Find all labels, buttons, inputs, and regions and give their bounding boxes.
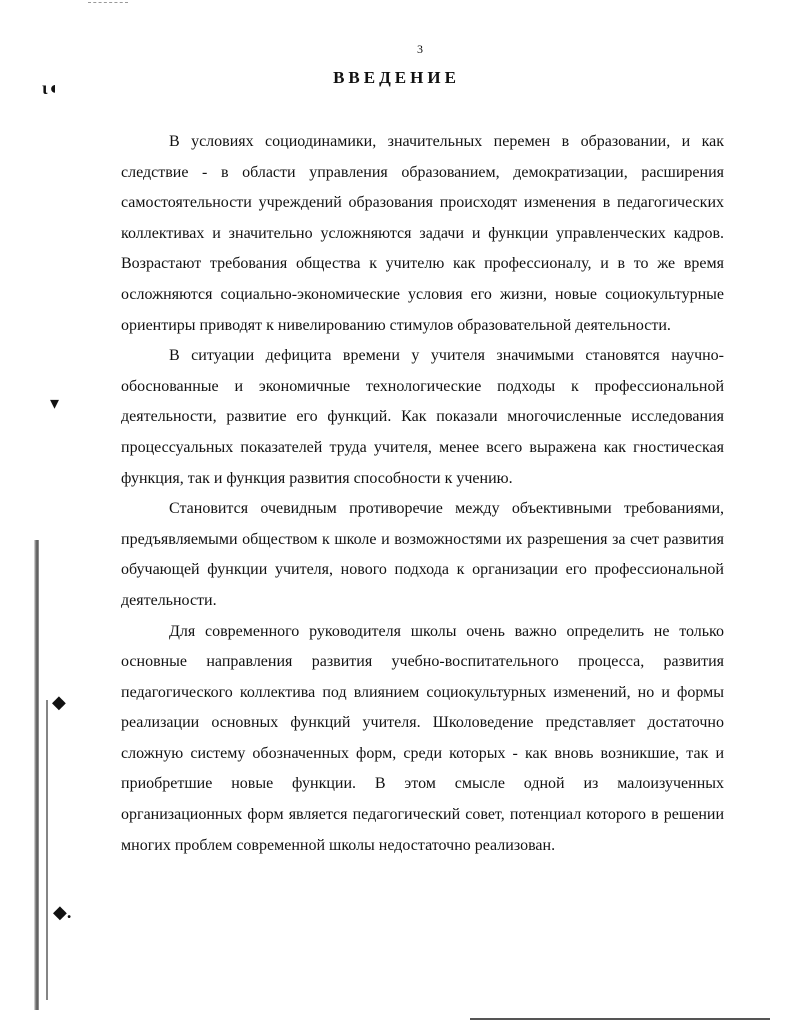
scan-speck: ◆.: [53, 902, 72, 922]
scan-artifact-top: [88, 2, 128, 4]
scan-speck: ◆: [52, 692, 66, 712]
paragraph-3: Становится очевидным противоречие между объективными требованиями, предъявляемыми обществом к школе и возможностями их разрешения за счет развития обучающей функции учителя, нового подхода к организации его профессиональной деятельности.: [121, 500, 724, 609]
page-number: 3: [417, 42, 423, 56]
scan-speck: ɩ◖: [42, 78, 59, 98]
scan-artifact-binding-line: [46, 700, 48, 1000]
paragraph-1: В условиях социодинамики, значительных перемен в образовании, и как следствие - в области управления образованием, демократизации, расширения самостоятельности учреждений образования происходят изменения в педагогических коллективах и значительно усложняются задачи и функции управленческих кадров. Возрастают требования общества к учителю как профессионалу, и в то же время осложняются социально-экономические условия его жизни, новые социокультурные ориентиры приводят к нивелированию стимулов образовательной деятельности.: [121, 133, 724, 334]
scan-artifact-binding-edge: [34, 540, 39, 1010]
body-text: [121, 127, 724, 861]
scan-speck: ▾: [50, 393, 60, 413]
paragraph-2: В ситуации дефицита времени у учителя значимыми становятся научно-обоснованные и экономичные технологические подходы к профессиональной деятельности, развитие его функций. Как показали многочисленные исследования процессуальных показателей труда учителя, менее всего выражена как гностическая функция, так и функция развития способности к учению.: [121, 347, 724, 487]
page-title: ВВЕДЕНИЕ: [333, 68, 460, 87]
paragraph-4: Для современного руководителя школы очень важно определить не только основные направления развития учебно-воспитательного процесса, развития педагогического коллектива под влиянием социокультурных изменений, но и формы реализации основных функций учителя. Школоведение представляет достаточно сложную систему обозначенных форм, среди которых - как вновь возникшие, так и приобретшие новые функции. В этом смысле одной из малоизученных организационных форм является педагогический совет, потенциал которого в решении многих проблем современной школы недостаточно реализован.: [121, 622, 724, 854]
scan-artifact-bottom: [470, 1018, 770, 1020]
